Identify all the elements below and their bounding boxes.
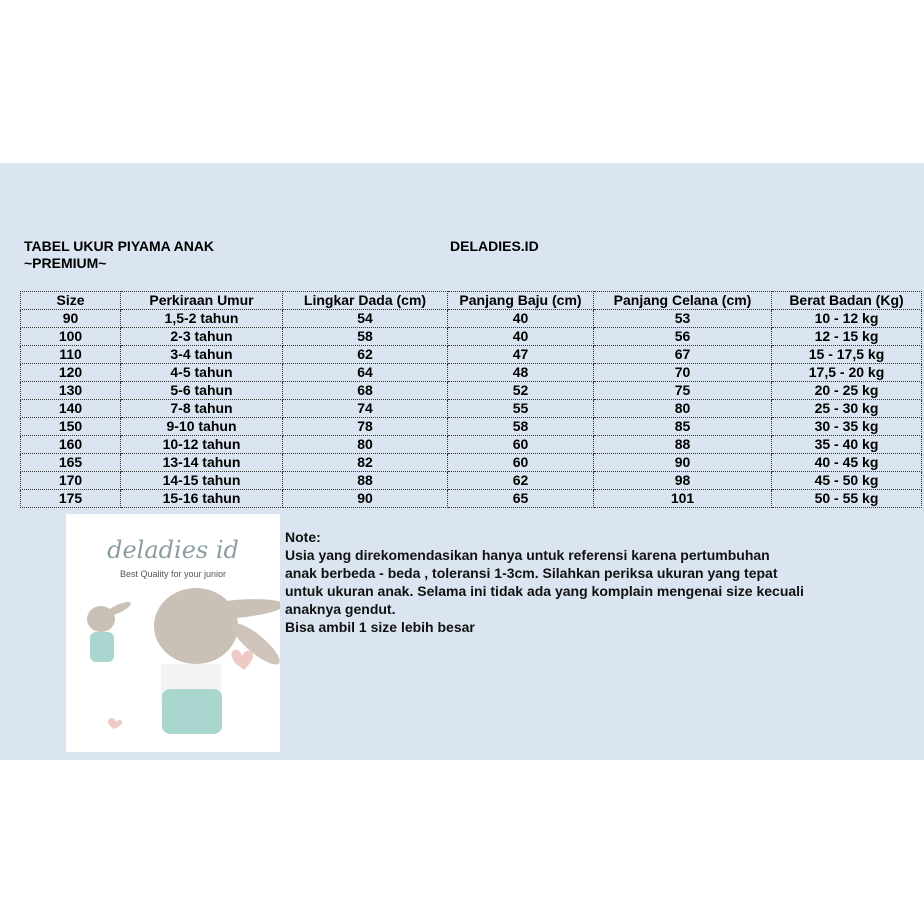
table-cell: 40 bbox=[448, 310, 594, 328]
table-cell: 70 bbox=[594, 364, 772, 382]
table-cell: 74 bbox=[283, 400, 448, 418]
logo-text: deladies id bbox=[107, 536, 239, 564]
table-cell: 55 bbox=[448, 400, 594, 418]
table-cell: 175 bbox=[21, 490, 121, 508]
table-cell: 100 bbox=[21, 328, 121, 346]
table-cell: 80 bbox=[283, 436, 448, 454]
table-cell: 78 bbox=[283, 418, 448, 436]
table-cell: 75 bbox=[594, 382, 772, 400]
table-cell: 64 bbox=[283, 364, 448, 382]
table-cell: 40 - 45 kg bbox=[772, 454, 922, 472]
table-cell: 40 bbox=[448, 328, 594, 346]
table-cell: 15 - 17,5 kg bbox=[772, 346, 922, 364]
table-cell: 30 - 35 kg bbox=[772, 418, 922, 436]
table-cell: 45 - 50 kg bbox=[772, 472, 922, 490]
table-cell: 60 bbox=[448, 454, 594, 472]
chart-subtitle: ~PREMIUM~ bbox=[24, 255, 107, 271]
table-cell: 53 bbox=[594, 310, 772, 328]
table-cell: 10 - 12 kg bbox=[772, 310, 922, 328]
table-cell: 62 bbox=[283, 346, 448, 364]
table-row bbox=[21, 418, 922, 436]
note-line: anaknya gendut. bbox=[285, 601, 396, 617]
table-cell: 20 - 25 kg bbox=[772, 382, 922, 400]
table-cell: 48 bbox=[448, 364, 594, 382]
table-row bbox=[21, 400, 922, 418]
table-cell: 60 bbox=[448, 436, 594, 454]
table-cell: 62 bbox=[448, 472, 594, 490]
table-cell: 1,5-2 tahun bbox=[121, 310, 283, 328]
table-row bbox=[21, 490, 922, 508]
table-cell: 90 bbox=[594, 454, 772, 472]
table-cell: 10-12 tahun bbox=[121, 436, 283, 454]
table-cell: 4-5 tahun bbox=[121, 364, 283, 382]
table-cell: 52 bbox=[448, 382, 594, 400]
table-cell: 140 bbox=[21, 400, 121, 418]
column-header: Panjang Baju (cm) bbox=[448, 292, 594, 310]
table-cell: 65 bbox=[448, 490, 594, 508]
table-cell: 14-15 tahun bbox=[121, 472, 283, 490]
size-table bbox=[20, 291, 922, 508]
table-cell: 67 bbox=[594, 346, 772, 364]
table-cell: 25 - 30 kg bbox=[772, 400, 922, 418]
table-cell: 54 bbox=[283, 310, 448, 328]
table-cell: 82 bbox=[283, 454, 448, 472]
table-cell: 90 bbox=[21, 310, 121, 328]
table-cell: 12 - 15 kg bbox=[772, 328, 922, 346]
column-header: Size bbox=[21, 292, 121, 310]
table-row bbox=[21, 310, 922, 328]
table-cell: 56 bbox=[594, 328, 772, 346]
table-row bbox=[21, 472, 922, 490]
note-line: untuk ukuran anak. Selama ini tidak ada yang komplain mengenai size kecuali bbox=[285, 583, 804, 599]
table-cell: 15-16 tahun bbox=[121, 490, 283, 508]
table-row bbox=[21, 346, 922, 364]
table-cell: 3-4 tahun bbox=[121, 346, 283, 364]
table-cell: 50 - 55 kg bbox=[772, 490, 922, 508]
column-header: Perkiraan Umur bbox=[121, 292, 283, 310]
table-row bbox=[21, 364, 922, 382]
note-line: Bisa ambil 1 size lebih besar bbox=[285, 619, 475, 635]
table-cell: 101 bbox=[594, 490, 772, 508]
column-header: Panjang Celana (cm) bbox=[594, 292, 772, 310]
table-cell: 85 bbox=[594, 418, 772, 436]
table-cell: 47 bbox=[448, 346, 594, 364]
note-heading: Note: bbox=[285, 529, 321, 545]
table-cell: 58 bbox=[283, 328, 448, 346]
note-section bbox=[285, 528, 865, 636]
table-cell: 2-3 tahun bbox=[121, 328, 283, 346]
product-image bbox=[66, 514, 280, 752]
table-cell: 7-8 tahun bbox=[121, 400, 283, 418]
table-cell: 9-10 tahun bbox=[121, 418, 283, 436]
table-cell: 88 bbox=[594, 436, 772, 454]
tagline: Best Quality for your junior bbox=[119, 569, 227, 579]
column-header: Lingkar Dada (cm) bbox=[283, 292, 448, 310]
table-cell: 68 bbox=[283, 382, 448, 400]
table-cell: 17,5 - 20 kg bbox=[772, 364, 922, 382]
brand-name: DELADIES.ID bbox=[450, 238, 539, 254]
table-cell: 98 bbox=[594, 472, 772, 490]
column-header: Berat Badan (Kg) bbox=[772, 292, 922, 310]
note-line: Usia yang direkomendasikan hanya untuk referensi karena pertumbuhan bbox=[285, 547, 770, 563]
table-cell: 13-14 tahun bbox=[121, 454, 283, 472]
table-row bbox=[21, 328, 922, 346]
chart-title: TABEL UKUR PIYAMA ANAK bbox=[24, 238, 215, 254]
table-cell: 120 bbox=[21, 364, 121, 382]
table-header-row bbox=[21, 292, 922, 310]
table-cell: 165 bbox=[21, 454, 121, 472]
table-cell: 160 bbox=[21, 436, 121, 454]
note-line: anak berbeda - beda , toleransi 1-3cm. Silahkan periksa ukuran yang tepat bbox=[285, 565, 778, 581]
table-cell: 110 bbox=[21, 346, 121, 364]
table-cell: 90 bbox=[283, 490, 448, 508]
table-row bbox=[21, 436, 922, 454]
table-cell: 88 bbox=[283, 472, 448, 490]
table-cell: 150 bbox=[21, 418, 121, 436]
table-cell: 80 bbox=[594, 400, 772, 418]
table-row bbox=[21, 382, 922, 400]
table-cell: 130 bbox=[21, 382, 121, 400]
table-row bbox=[21, 454, 922, 472]
table-cell: 170 bbox=[21, 472, 121, 490]
bunny-illustration bbox=[66, 514, 280, 752]
table-cell: 5-6 tahun bbox=[121, 382, 283, 400]
table-cell: 35 - 40 kg bbox=[772, 436, 922, 454]
table-cell: 58 bbox=[448, 418, 594, 436]
